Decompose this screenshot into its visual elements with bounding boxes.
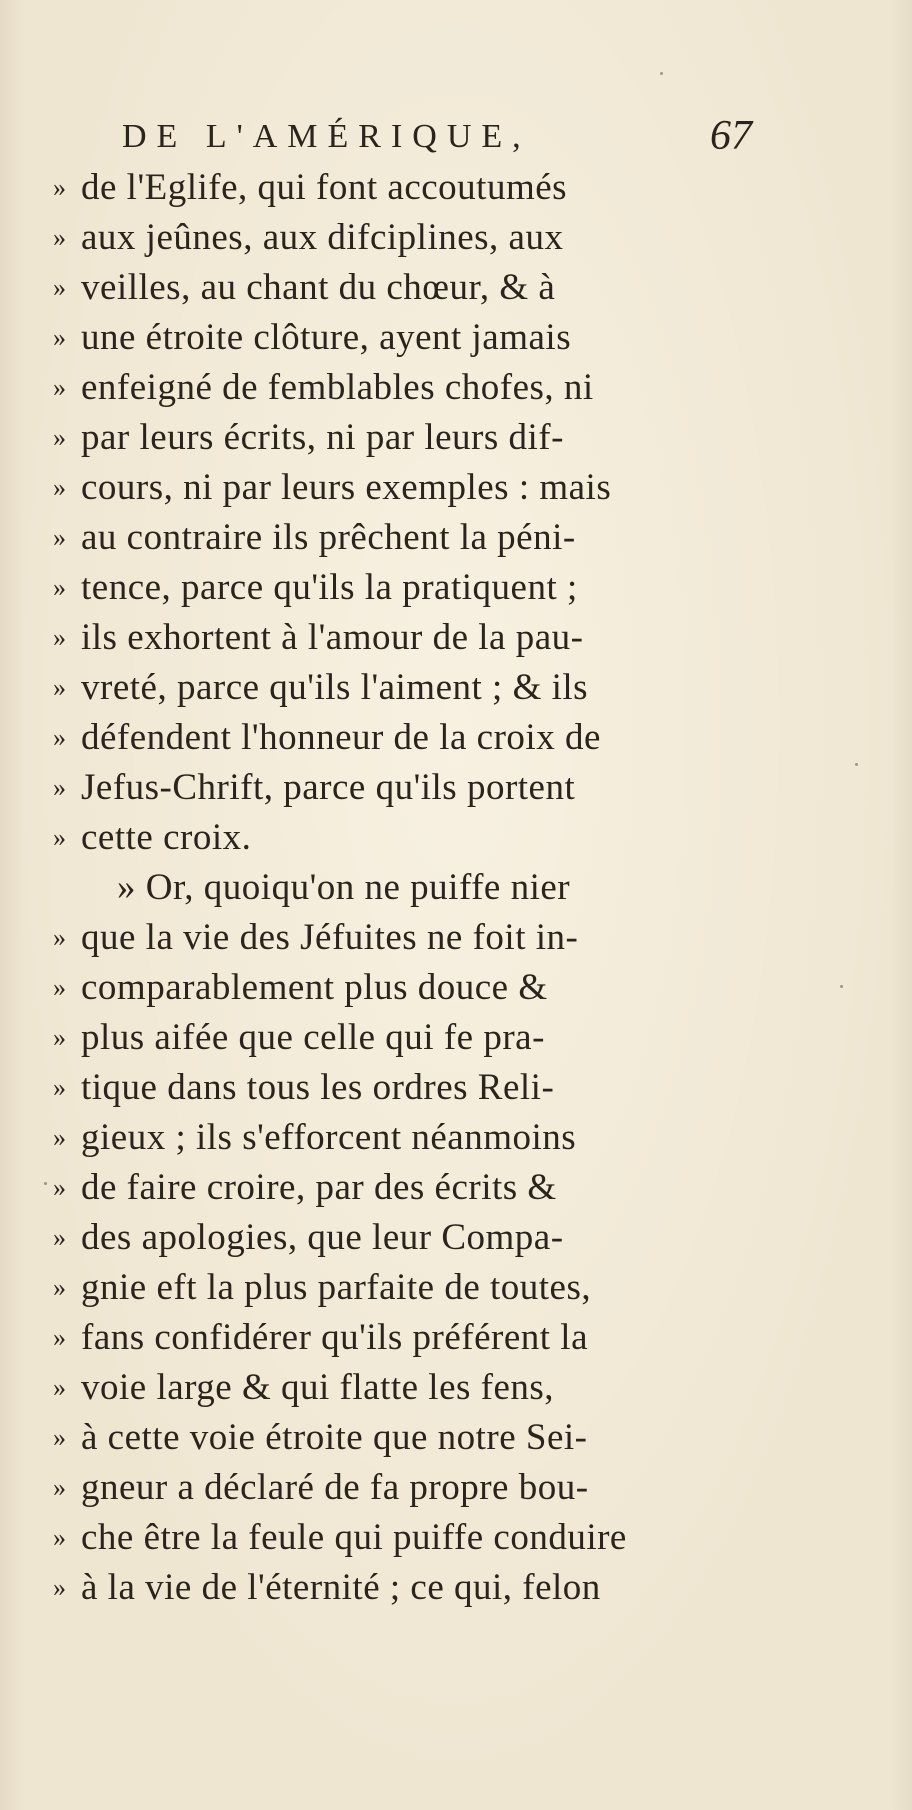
quote-mark: » (53, 973, 66, 1002)
line-text: une étroite clôture, ayent jamais (81, 317, 572, 358)
quote-mark: » (53, 673, 66, 702)
line-text: aux jeûnes, aux difciplines, aux (81, 217, 564, 258)
text-line (53, 763, 753, 813)
running-head: DE L'AMÉRIQUE, (122, 118, 531, 155)
quote-mark: » (53, 1023, 66, 1052)
paragraph-start-line (53, 863, 753, 913)
quote-mark: » (53, 1423, 66, 1452)
line-text: ils exhortent à l'amour de la pau- (81, 617, 584, 658)
quote-mark: » (53, 1473, 66, 1502)
text-line (53, 1263, 753, 1313)
text-line (53, 1213, 753, 1263)
text-line (53, 913, 753, 963)
line-text: par leurs écrits, ni par leurs dif- (81, 417, 564, 458)
quote-mark: » (53, 1373, 66, 1402)
text-line (53, 463, 753, 513)
line-text (81, 863, 753, 913)
quote-mark: » (53, 373, 66, 402)
text-line (53, 1513, 753, 1563)
text-line (53, 1563, 753, 1613)
text-line (53, 713, 753, 763)
quote-mark: » (53, 523, 66, 552)
paper-speck (44, 1182, 47, 1185)
line-text: Jefus-Chrift, parce qu'ils portent (81, 767, 576, 808)
line-text: que la vie des Jéfuites ne foit in- (81, 917, 579, 958)
quote-mark: » (53, 623, 66, 652)
line-text: à la vie de l'éternité ; ce qui, felon (81, 1567, 601, 1608)
text-line (53, 313, 753, 363)
line-text: fans confidérer qu'ils préférent la (81, 1317, 588, 1358)
text-line (53, 263, 753, 313)
line-text: tique dans tous les ordres Reli- (81, 1067, 555, 1108)
line-text: tence, parce qu'ils la pratiquent ; (81, 567, 578, 608)
quote-mark: » (53, 1123, 66, 1152)
line-text: comparablement plus douce & (81, 967, 548, 1008)
line-text: cours, ni par leurs exemples : mais (81, 467, 612, 508)
line-text: gieux ; ils s'efforcent néanmoins (81, 1117, 577, 1158)
quote-mark: » (53, 1523, 66, 1552)
text-line (53, 213, 753, 263)
quote-mark: » (53, 823, 66, 852)
line-text: à cette voie étroite que notre Sei- (81, 1417, 588, 1458)
text-line (53, 163, 753, 213)
line-text: voie large & qui flatte les fens, (81, 1367, 555, 1408)
text-line (53, 1163, 753, 1213)
text-line (53, 613, 753, 663)
line-text-content: Or, quoiqu'on ne puiffe nier (145, 867, 571, 908)
quote-mark: » (53, 923, 66, 952)
line-text: défendent l'honneur de la croix de (81, 717, 601, 758)
opening-quote-mark: » (117, 867, 136, 908)
line-text: des apologies, que leur Compa- (81, 1217, 564, 1258)
text-line (53, 1113, 753, 1163)
text-line (53, 363, 753, 413)
line-text: cette croix. (81, 817, 252, 858)
line-text: au contraire ils prêchent la péni- (81, 517, 576, 558)
text-line (53, 1313, 753, 1363)
quote-mark: » (53, 223, 66, 252)
line-text: de l'Eglife, qui font accoutumés (81, 167, 568, 208)
page-number: 67 (710, 113, 752, 159)
line-text: de faire croire, par des écrits & (81, 1167, 557, 1208)
quote-mark: » (53, 1273, 66, 1302)
text-line (53, 963, 753, 1013)
line-text: plus aifée que celle qui fe pra- (81, 1017, 545, 1058)
quote-mark (53, 863, 81, 913)
line-text: vreté, parce qu'ils l'aiment ; & ils (81, 667, 589, 708)
quote-mark: » (53, 173, 66, 202)
paper-speck (660, 72, 663, 75)
quote-mark: » (53, 723, 66, 752)
quote-mark: » (53, 1173, 66, 1202)
quote-mark: » (53, 423, 66, 452)
quote-mark: » (53, 1223, 66, 1252)
quote-mark: » (53, 323, 66, 352)
text-line (53, 1363, 753, 1413)
text-line (53, 663, 753, 713)
quote-mark: » (53, 773, 66, 802)
quote-mark: » (53, 573, 66, 602)
text-line (53, 563, 753, 613)
text-line (53, 1013, 753, 1063)
quote-mark: » (53, 1323, 66, 1352)
quote-mark: » (53, 473, 66, 502)
line-text: che être la feule qui puiffe conduire (81, 1517, 627, 1558)
page-header (122, 112, 752, 162)
line-text: gnie eft la plus parfaite de toutes, (81, 1267, 592, 1308)
quote-mark: » (53, 1073, 66, 1102)
text-line (53, 1063, 753, 1113)
text-line (53, 813, 753, 863)
line-text: veilles, au chant du chœur, & à (81, 267, 556, 308)
text-line (53, 513, 753, 563)
quote-mark: » (53, 1573, 66, 1602)
line-text: enfeigné de femblables chofes, ni (81, 367, 594, 408)
text-line (53, 413, 753, 463)
text-line (53, 1413, 753, 1463)
paper-speck (840, 985, 843, 988)
line-text: gneur a déclaré de fa propre bou- (81, 1467, 589, 1508)
body-text (53, 163, 753, 1613)
paper-speck (855, 763, 858, 766)
quote-mark: » (53, 273, 66, 302)
text-line (53, 1463, 753, 1513)
